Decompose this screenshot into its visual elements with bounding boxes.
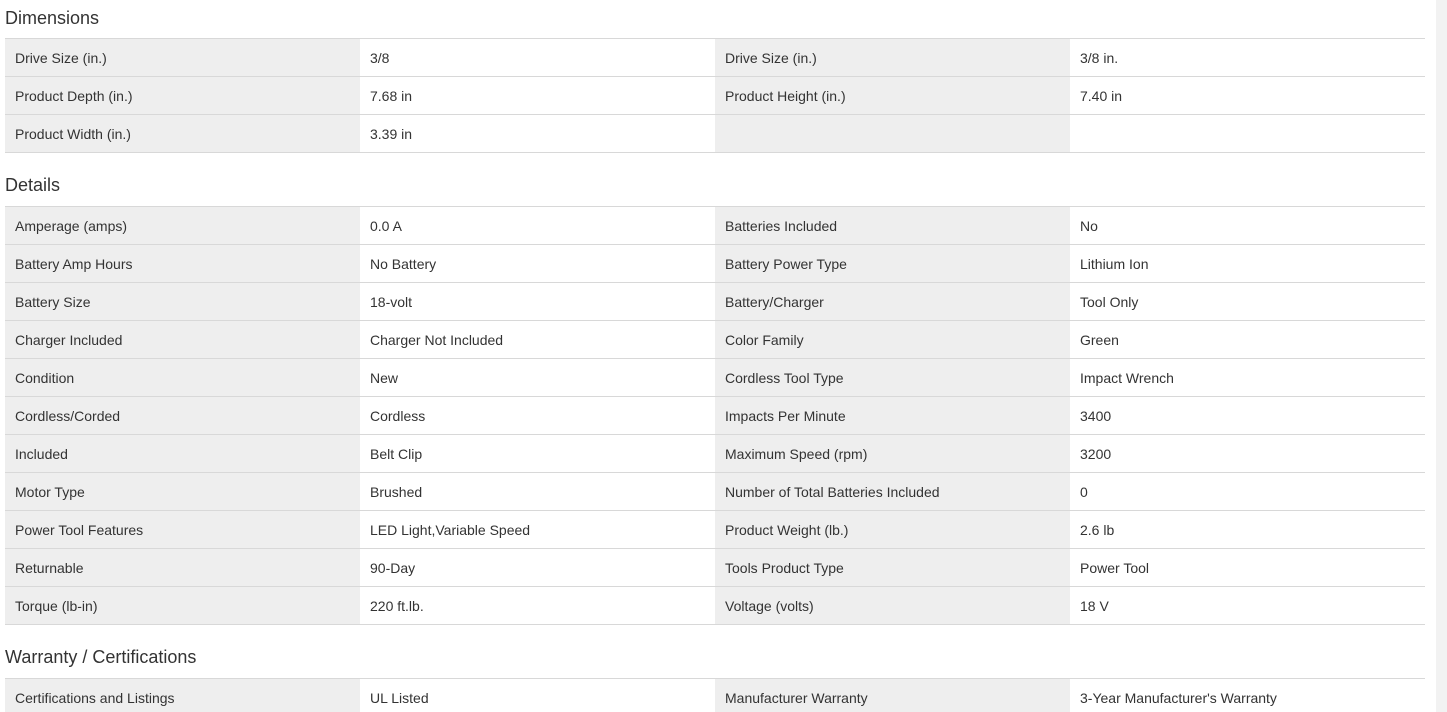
spec-value: 7.40 in — [1070, 77, 1425, 115]
spec-label: Battery Power Type — [715, 245, 1070, 283]
spec-value: 3/8 — [360, 39, 715, 77]
spec-value: 0 — [1070, 473, 1425, 511]
spec-value: New — [360, 359, 715, 397]
spec-value: 3400 — [1070, 397, 1425, 435]
spec-value: Cordless — [360, 397, 715, 435]
table-row — [5, 587, 1425, 625]
spec-value: Lithium Ion — [1070, 245, 1425, 283]
spec-value: Impact Wrench — [1070, 359, 1425, 397]
spec-value: 90-Day — [360, 549, 715, 587]
spec-value: 0.0 A — [360, 207, 715, 245]
table-row — [5, 549, 1425, 587]
dimensions-section — [5, 0, 1430, 153]
spec-value: LED Light,Variable Speed — [360, 511, 715, 549]
section-title-dimensions: Dimensions — [5, 8, 100, 28]
spec-label: Tools Product Type — [715, 549, 1070, 587]
spec-label: Product Height (in.) — [715, 77, 1070, 115]
table-row — [5, 115, 1425, 153]
spec-label: Voltage (volts) — [715, 587, 1070, 625]
spec-value: 3.39 in — [360, 115, 715, 153]
details-section — [5, 153, 1430, 625]
spec-value: Tool Only — [1070, 283, 1425, 321]
table-row — [5, 679, 1425, 712]
section-title-details: Details — [5, 175, 61, 195]
spec-label: Motor Type — [5, 473, 360, 511]
details-table — [5, 206, 1425, 625]
table-row — [5, 473, 1425, 511]
spec-label: Battery/Charger — [715, 283, 1070, 321]
spec-value: 2.6 lb — [1070, 511, 1425, 549]
table-row — [5, 207, 1425, 245]
warranty-section — [5, 625, 1430, 712]
spec-label: Power Tool Features — [5, 511, 360, 549]
warranty-table — [5, 678, 1425, 712]
spec-label: Number of Total Batteries Included — [715, 473, 1070, 511]
spec-label: Cordless/Corded — [5, 397, 360, 435]
spec-label: Maximum Speed (rpm) — [715, 435, 1070, 473]
spec-label: Battery Size — [5, 283, 360, 321]
spec-label: Color Family — [715, 321, 1070, 359]
table-row — [5, 397, 1425, 435]
section-title-warranty: Warranty / Certifications — [5, 647, 197, 667]
spec-label-empty — [715, 115, 1070, 153]
spec-label: Certifications and Listings — [5, 679, 360, 712]
spec-label: Returnable — [5, 549, 360, 587]
spec-label: Product Weight (lb.) — [715, 511, 1070, 549]
spec-value-empty — [1070, 115, 1425, 153]
spec-value: 3/8 in. — [1070, 39, 1425, 77]
scrollbar-track[interactable] — [1436, 0, 1447, 712]
spec-label: Battery Amp Hours — [5, 245, 360, 283]
spec-value: Belt Clip — [360, 435, 715, 473]
spec-label: Amperage (amps) — [5, 207, 360, 245]
spec-value: 3-Year Manufacturer's Warranty — [1070, 679, 1425, 712]
spec-label: Condition — [5, 359, 360, 397]
spec-value: 7.68 in — [360, 77, 715, 115]
spec-label: Batteries Included — [715, 207, 1070, 245]
spec-value: Brushed — [360, 473, 715, 511]
spec-label: Manufacturer Warranty — [715, 679, 1070, 712]
dimensions-table — [5, 38, 1425, 153]
spec-label: Product Width (in.) — [5, 115, 360, 153]
table-row — [5, 245, 1425, 283]
spec-label: Drive Size (in.) — [715, 39, 1070, 77]
table-row — [5, 39, 1425, 77]
spec-label: Included — [5, 435, 360, 473]
table-row — [5, 435, 1425, 473]
table-row — [5, 511, 1425, 549]
spec-value: No — [1070, 207, 1425, 245]
spec-value: Power Tool — [1070, 549, 1425, 587]
spec-label: Torque (lb-in) — [5, 587, 360, 625]
spec-value: 3200 — [1070, 435, 1425, 473]
spec-label: Charger Included — [5, 321, 360, 359]
spec-value: 18-volt — [360, 283, 715, 321]
table-row — [5, 321, 1425, 359]
spec-label: Product Depth (in.) — [5, 77, 360, 115]
table-row — [5, 283, 1425, 321]
spec-value: No Battery — [360, 245, 715, 283]
spec-value: 18 V — [1070, 587, 1425, 625]
table-row — [5, 77, 1425, 115]
spec-value: UL Listed — [360, 679, 715, 712]
spec-value: 220 ft.lb. — [360, 587, 715, 625]
spec-value: Green — [1070, 321, 1425, 359]
spec-label: Cordless Tool Type — [715, 359, 1070, 397]
spec-value: Charger Not Included — [360, 321, 715, 359]
spec-label: Impacts Per Minute — [715, 397, 1070, 435]
spec-label: Drive Size (in.) — [5, 39, 360, 77]
table-row — [5, 359, 1425, 397]
